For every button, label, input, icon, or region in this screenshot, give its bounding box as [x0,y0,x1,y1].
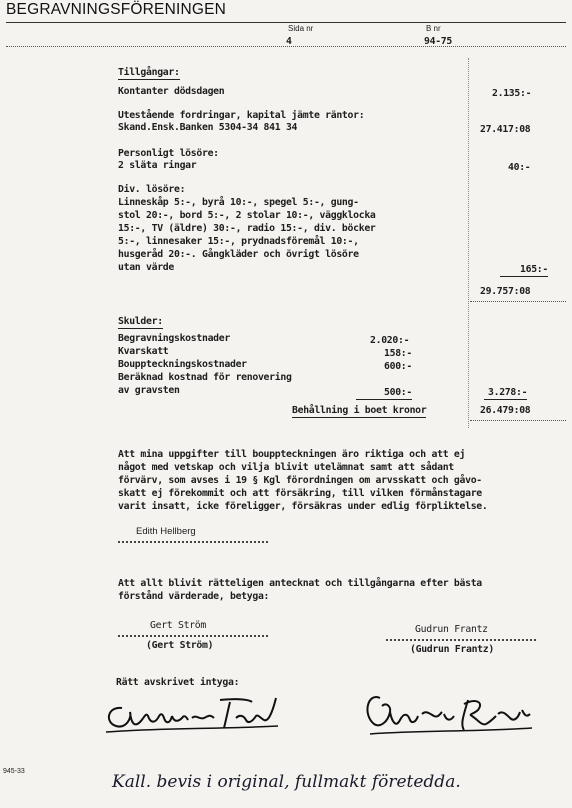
signature-gudrun-frantz [100,688,285,738]
page-number-label: Sida nr [288,24,314,33]
misc-line: utan värde [118,262,174,273]
right-signature-line [386,639,536,641]
liability-label: Kvarskatt [118,346,169,357]
net-estate-label: Behållning i boet kronor [292,405,427,416]
right-signer-signature: Gudrun Frantz [415,624,488,635]
assets-heading: Tillgångar: [118,67,180,78]
cash-value: 2.135:- [492,88,532,99]
left-signer-name: (Gert Ström) [146,640,214,651]
affirmation-line: varit insatt, icke föreligger, försäkras under edlig förpliktelse. [118,501,488,512]
liabilities-sum: 3.278:- [484,387,527,400]
b-number-value: 94-75 [424,36,452,47]
gravestone-label: av gravsten [118,385,180,396]
liability-value: 600:- [384,361,412,372]
header-rule [6,22,566,23]
affirmation-line: något med vetskap och vilja blivit utelämnat samt att sådant [118,462,454,473]
affirmation-line: förvärv, som avses i 19 § Kgl förordningen om arvsskatt och gåvo- [118,475,482,486]
b-number-label: B nr [426,24,441,33]
left-signature-line [118,635,268,637]
net-estate-rule [470,420,566,421]
right-signer-name: (Gudrun Frantz) [410,644,494,655]
receivables-value: 27.417:08 [480,124,531,135]
page-number-value: 4 [286,36,292,47]
misc-property-value: 165:- [500,264,548,277]
affirmation-line: skatt ej förekommit och att försäkring, till vilken förmånstagare [118,488,482,499]
left-signer-signature: Gert Ström [150,620,206,631]
organization-name: BEGRAVNINGSFÖRENINGEN [6,1,227,18]
assets-total: 29.757:08 [480,286,531,297]
affirmation-signer: Edith Hellberg [136,526,196,537]
liabilities-heading: Skulder: [118,316,163,327]
receivables-label: Utestående fordringar, kapital jämte räntor: [118,110,365,121]
rings-label: 2 släta ringar [118,160,197,171]
signature-gert-strom [360,684,540,740]
misc-line: stol 20:-, bord 5:-, 2 stolar 10:-, väggklocka [118,210,376,221]
valuation-line: Att allt blivit rätteligen antecknat och tillgångarna efter bästa [118,578,482,589]
assets-total-rule [470,301,566,302]
misc-line: 5:-, linnesaker 15:-, prydnadsföremål 10:-, [118,236,359,247]
rings-value: 40:- [508,162,531,173]
bank-account-label: Skand.Ensk.Banken 5304-34 841 34 [118,122,298,133]
cash-label: Kontanter dödsdagen [118,86,225,97]
misc-line: husgeråd 20:-. Gångkläder och övrigt lösöre [118,249,359,260]
liability-label: Bouppteckningskostnader [118,359,247,370]
affirmation-line: Att mina uppgifter till bouppteckningen äro riktiga och att ej [118,449,466,460]
net-estate-value: 26.479:08 [480,405,531,416]
liability-label: Begravningskostnader [118,333,230,344]
form-code: 945-33 [3,768,25,775]
handwritten-note: Kall. bevis i original, fullmakt företedda. [112,772,461,792]
header-dotted-rule [6,46,566,47]
affirmation-signature-line [118,541,268,543]
renovation-value: 500:- [356,387,412,400]
personal-property-label: Personligt lösöre: [118,148,219,159]
valuation-line: förstånd värderade, betyga: [118,591,270,602]
misc-property-heading: Div. lösöre: [118,184,186,195]
renovation-label: Beräknad kostnad för renovering [118,372,292,383]
misc-line: 15:-, TV (äldre) 30:-, radio 15:-, div. böcker [118,223,376,234]
liability-value: 2.020:- [370,335,410,346]
misc-line: Linneskåp 5:-, byrå 10:-, spegel 5:-, gung- [118,197,359,208]
certified-copy-label: Rätt avskrivet intyga: [116,677,240,688]
amount-column-rule [468,58,469,428]
liability-value: 158:- [384,348,412,359]
